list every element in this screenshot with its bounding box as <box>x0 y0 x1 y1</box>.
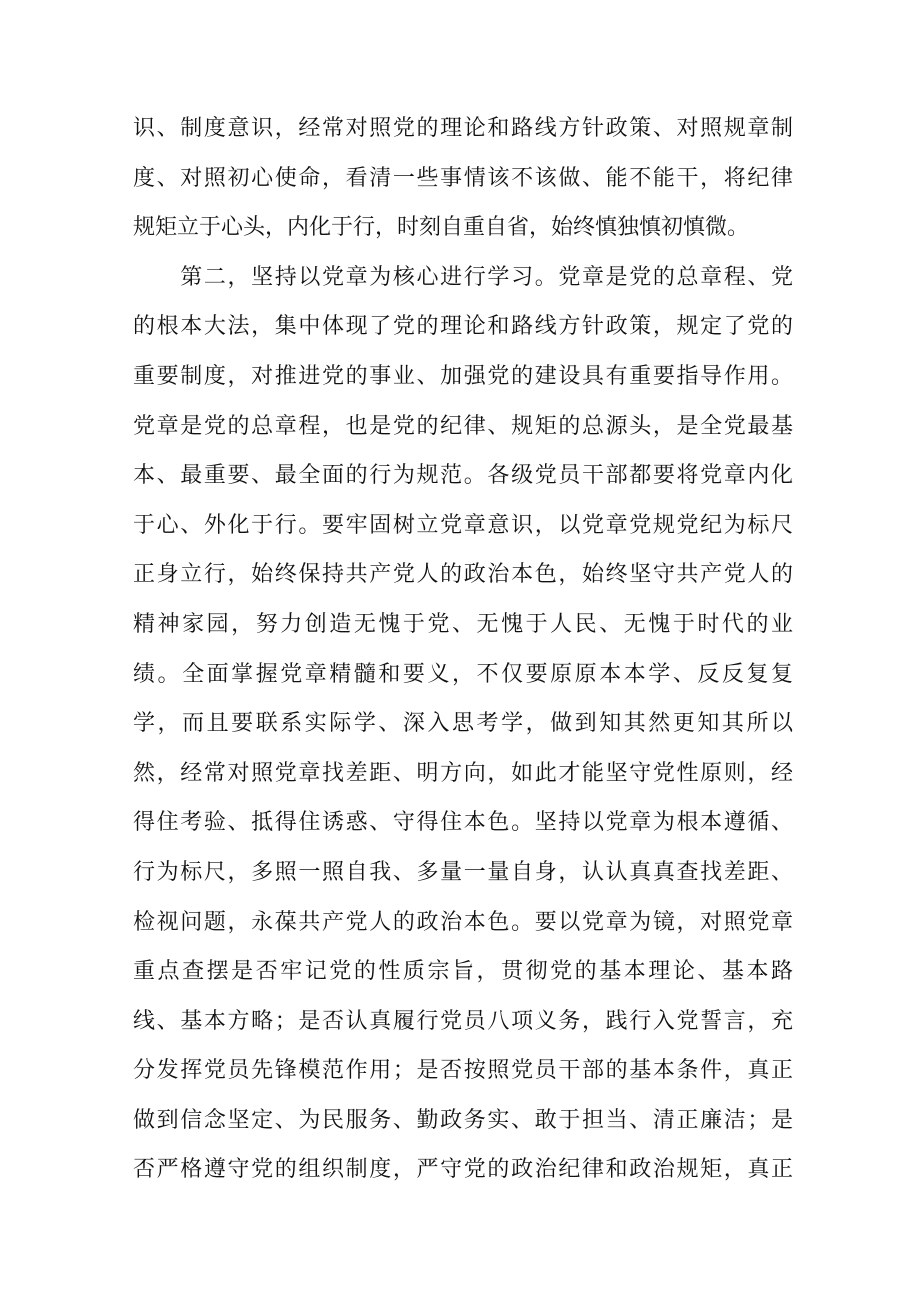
text-line: 然，经常对照党章找差距、明方向，如此才能坚守党性原则，经 <box>133 760 793 786</box>
text-line: 做到信念坚定、为民服务、勤政务实、敢于担当、清正廉洁；是 <box>133 1107 793 1133</box>
text-line: 识、制度意识，经常对照党的理论和路线方针政策、对照规章制 <box>133 116 793 141</box>
text-line: 线、基本方略；是否认真履行党员八项义务，践行入党誓言，充 <box>133 1008 793 1034</box>
text-line: 规矩立于心头，内化于行，时刻自重自省，始终慎独慎初慎微。 <box>133 215 750 241</box>
text-line: 绩。全面掌握党章精髓和要义，不仅要原原本本学、反反复复 <box>133 661 793 687</box>
text-line: 的根本大法，集中体现了党的理论和路线方针政策，规定了党的 <box>133 314 793 340</box>
body-text <box>133 104 793 1195</box>
text-line: 重点查摆是否牢记党的性质宗旨，贯彻党的基本理论、基本路 <box>133 959 793 985</box>
text-line: 重要制度，对推进党的事业、加强党的建设具有重要指导作用。 <box>133 363 793 389</box>
text-line: 第二，坚持以党章为核心进行学习。党章是党的总章程、党 <box>133 264 793 290</box>
text-line: 学，而且要联系实际学、深入思考学，做到知其然更知其所以 <box>133 711 793 737</box>
text-line: 行为标尺，多照一照自我、多量一量自身，认认真真查找差距、 <box>133 859 793 885</box>
text-line: 分发挥党员先锋模范作用；是否按照党员干部的基本条件，真正 <box>133 1058 793 1084</box>
text-line: 否严格遵守党的组织制度，严守党的政治纪律和政治规矩，真正 <box>133 1157 793 1183</box>
text-line: 于心、外化于行。要牢固树立党章意识，以党章党规党纪为标尺 <box>133 512 793 538</box>
text-line: 得住考验、抵得住诱惑、守得住本色。坚持以党章为根本遵循、 <box>133 810 793 836</box>
text-line: 正身立行，始终保持共产党人的政治本色，始终坚守共产党人的 <box>133 562 793 588</box>
text-line: 本、最重要、最全面的行为规范。各级党员干部都要将党章内化 <box>133 463 793 489</box>
text-line: 精神家园，努力创造无愧于党、无愧于人民、无愧于时代的业 <box>133 611 793 637</box>
text-line: 党章是党的总章程，也是党的纪律、规矩的总源头，是全党最基 <box>133 413 793 439</box>
text-line: 检视问题，永葆共产党人的政治本色。要以党章为镜，对照党章 <box>133 909 793 935</box>
text-line: 度、对照初心使命，看清一些事情该不该做、能不能干，将纪律 <box>133 165 793 191</box>
